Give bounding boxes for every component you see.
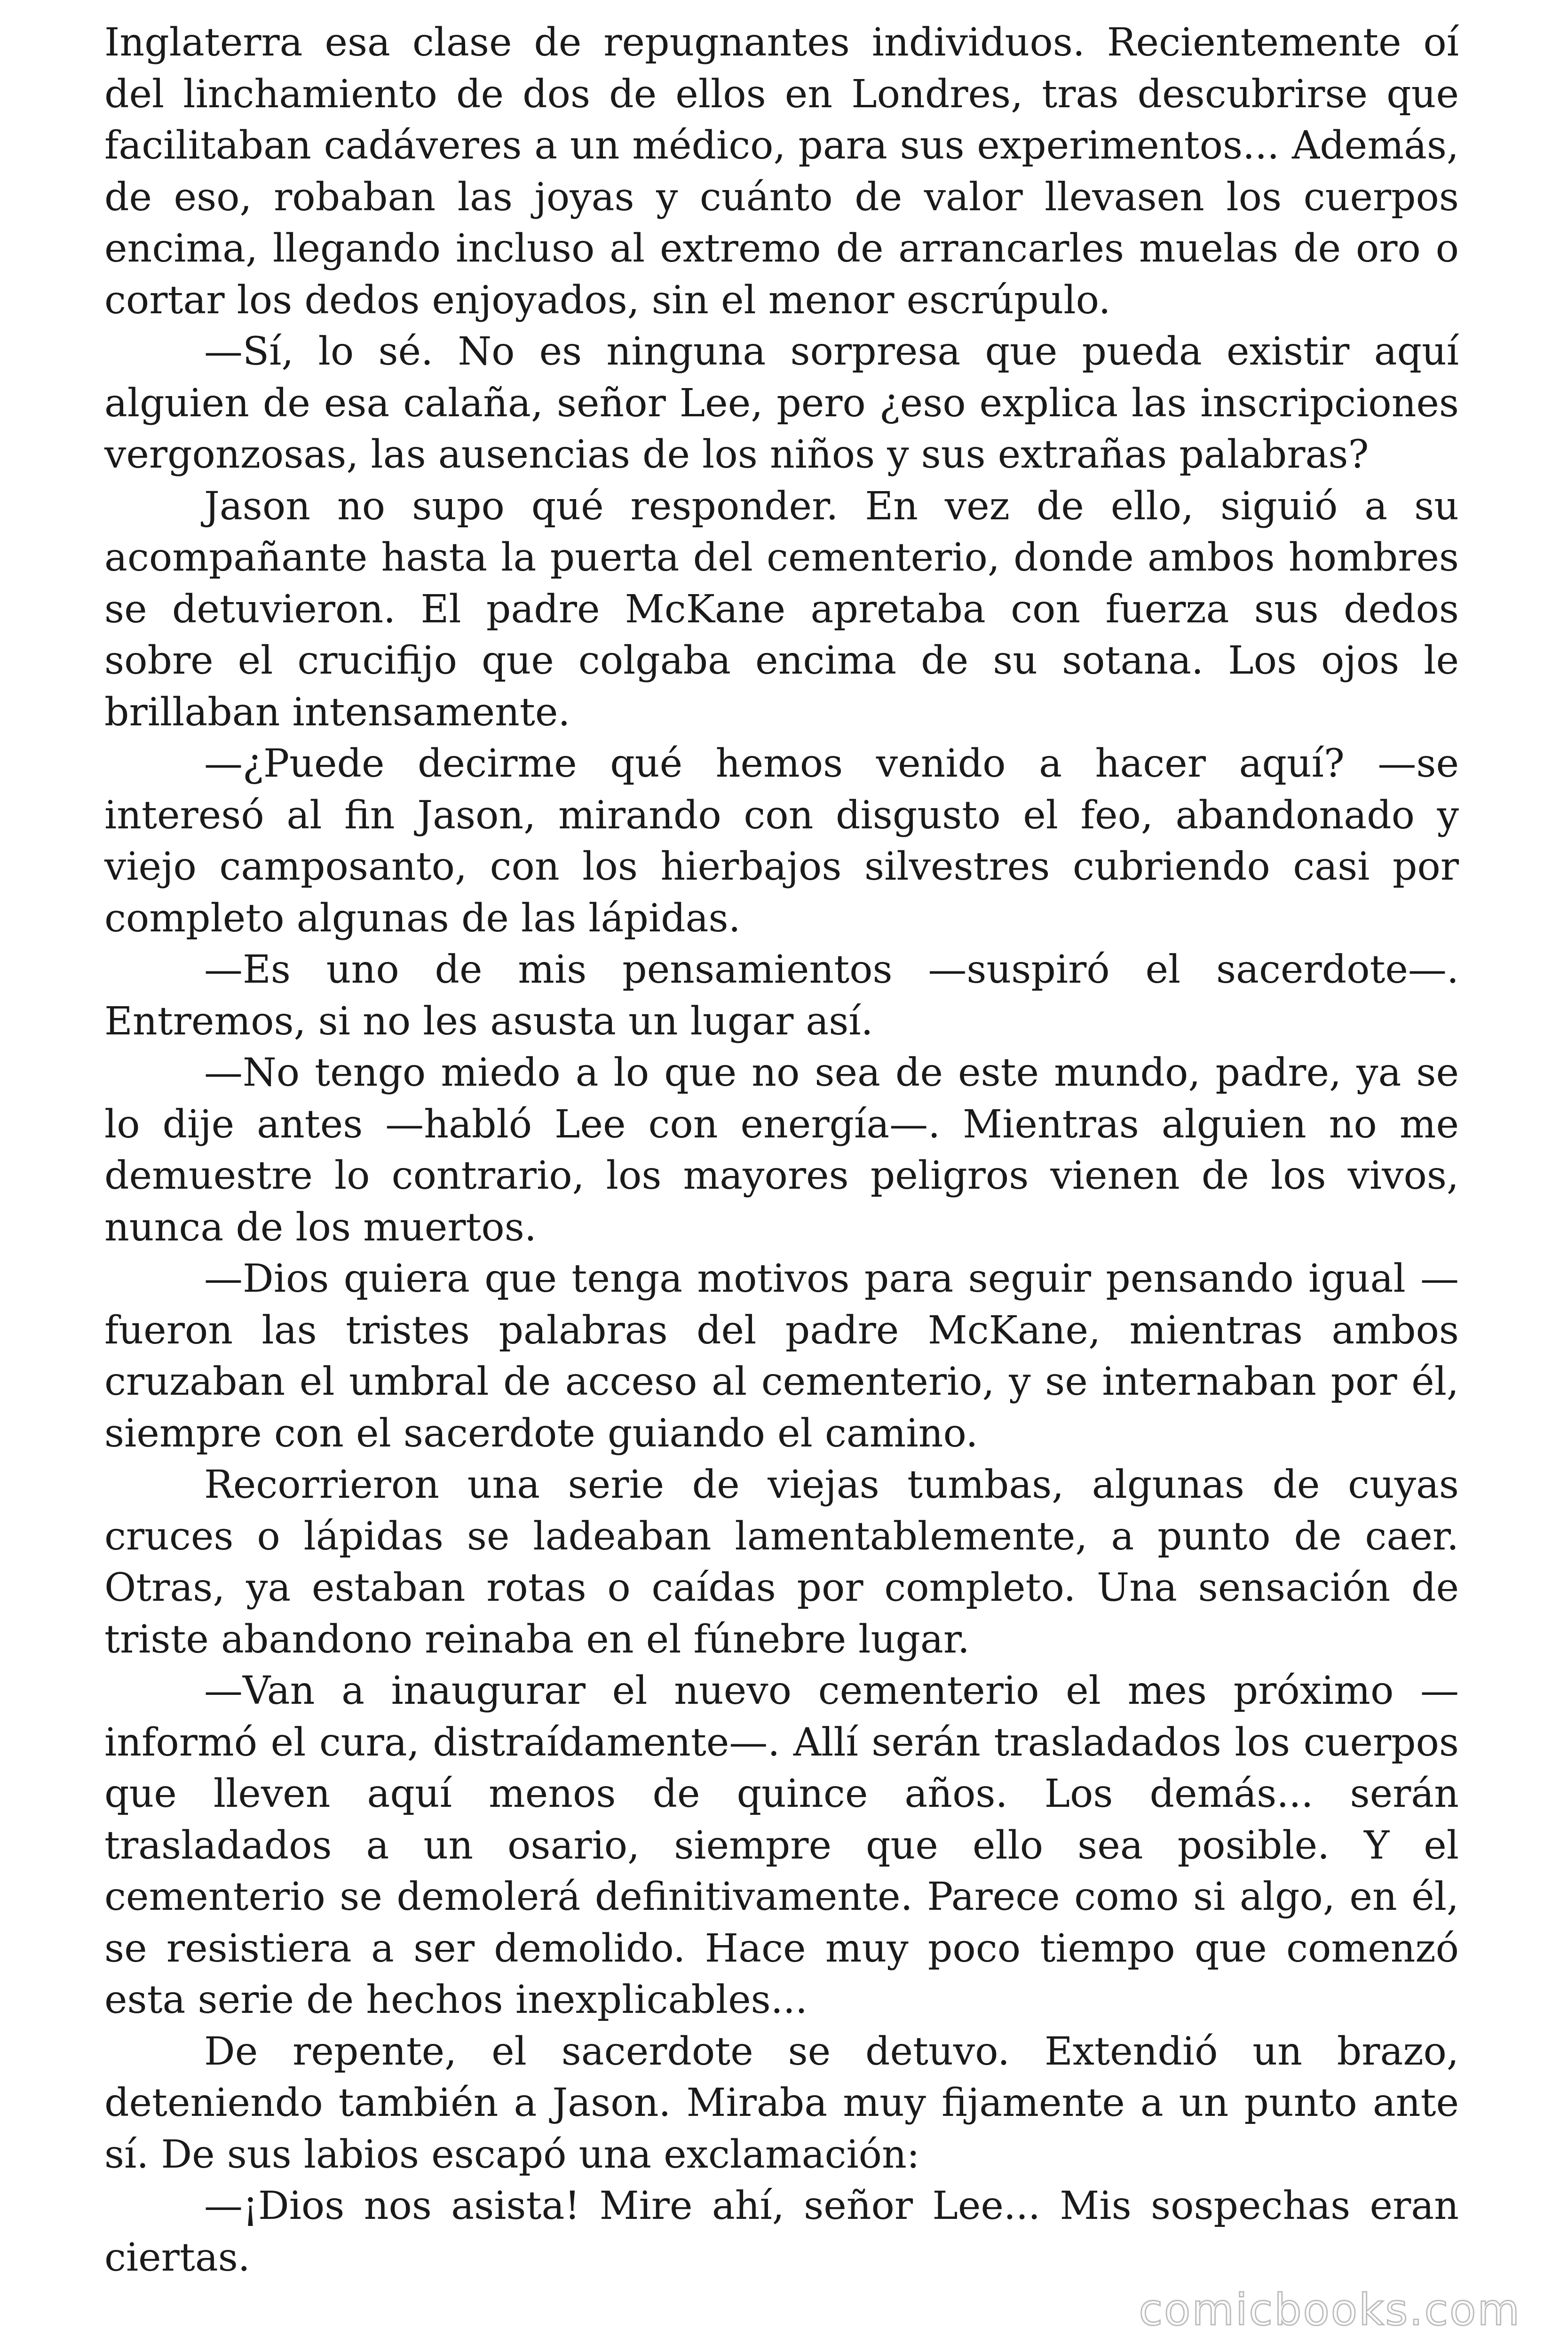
paragraph-2: —Sí, lo sé. No es ninguna sorpresa que pueda existir aquí alguien de esa calaña, señor Lee, pero ¿eso explica las inscripciones vergonzosas, las ausencias de los niños y sus extrañas palabras? <box>104 329 1459 477</box>
paragraph-8: Recorrieron una serie de viejas tumbas, algunas de cuyas cruces o lápidas se ladeaban lamentablemente, a punto de caer. Otras, ya estaban rotas o caídas por completo. Una sensación de triste abandono reinaba en el fúnebre lugar. <box>104 1462 1459 1662</box>
paragraph-1: Inglaterra esa clase de repugnantes individuos. Recientemente oí del linchamiento de dos de ellos en Londres, tras descubrirse que facilitaban cadáveres a un médico, para sus experimentos... Además, de eso, robaban las joyas y cuánto de valor llevasen los cuerpos encima, llegando incluso al extremo de arrancarles muelas de oro o cortar los dedos enjoyados, sin el menor escrúpulo. <box>104 20 1459 323</box>
paragraph-3: Jason no supo qué responder. En vez de ello, siguió a su acompañante hasta la puerta del cementerio, donde ambos hombres se detuvieron. El padre McKane apretaba con fuerza sus dedos sobre el crucifijo que colgaba encima de su sotana. Los ojos le brillaban intensamente. <box>104 484 1459 735</box>
paragraph-4: —¿Puede decirme qué hemos venido a hacer aquí? —se interesó al fin Jason, mirando con disgusto el feo, abandonado y viejo camposanto, con los hierbajos silvestres cubriendo casi por completo algunas de las lápidas. <box>104 741 1459 941</box>
paragraph-10: De repente, el sacerdote se detuvo. Extendió un brazo, deteniendo también a Jason. Miraba muy fijamente a un punto ante sí. De sus labios escapó una exclamación: <box>104 2029 1459 2177</box>
paragraph-6: —No tengo miedo a lo que no sea de este mundo, padre, ya se lo dije antes —habló Lee con energía—. Mientras alguien no me demuestre lo contrario, los mayores peligros vienen de los vivos, nunca de los muertos. <box>104 1050 1459 1250</box>
paragraph-11: —¡Dios nos asista! Mire ahí, señor Lee... Mis sospechas eran ciertas. <box>104 2184 1459 2280</box>
paragraph-5: —Es uno de mis pensamientos —suspiró el sacerdote—. Entremos, si no les asusta un lugar así. <box>104 947 1459 1044</box>
paragraph-9: —Van a inaugurar el nuevo cementerio el mes próximo —informó el cura, distraídamente—. Allí serán trasladados los cuerpos que lleven aquí menos de quince años. Los demás... serán trasladados a un osario, siempre que ello sea posible. Y el cementerio se demolerá definitivamente. Parece como si algo, en él, se resistiera a ser demolido. Hace muy poco tiempo que comenzó esta serie de hechos inexplicables... <box>104 1669 1459 2022</box>
document-page <box>104 17 1459 2283</box>
watermark: comicbooks.com <box>1139 2285 1521 2335</box>
paragraph-7: —Dios quiera que tenga motivos para seguir pensando igual —fueron las tristes palabras del padre McKane, mientras ambos cruzaban el umbral de acceso al cementerio, y se internaban por él, siempre con el sacerdote guiando el camino. <box>104 1256 1459 1456</box>
